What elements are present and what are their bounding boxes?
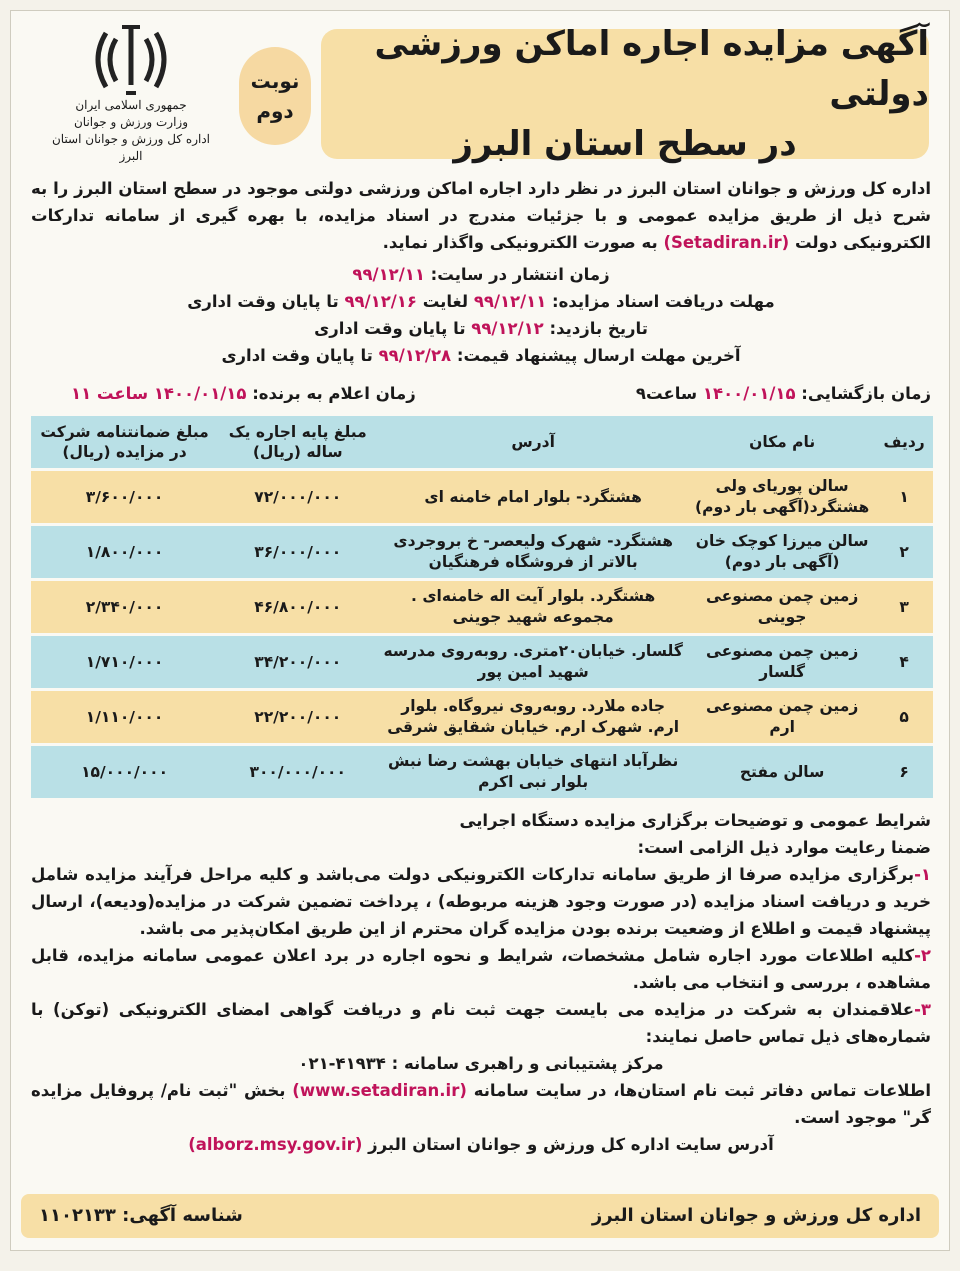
condition-number: ۱- [914, 865, 931, 884]
site-line [31, 1131, 931, 1158]
docs-from-date: ۹۹/۱۲/۱۱ [473, 292, 547, 311]
publish-date: ۹۹/۱۲/۱۱ [352, 265, 425, 284]
col-header-base-price: مبلغ پایه اجاره یک ساله (ریال) [218, 416, 377, 468]
setadiran-link[interactable]: (Setadiran.ir) [663, 233, 790, 252]
condition-number: ۲- [914, 946, 931, 965]
schedule-block [31, 261, 931, 369]
badge-line: دوم [256, 99, 294, 123]
conditions-section [31, 807, 931, 1158]
opening-date: ۱۴۰۰/۰۱/۱۵ [702, 384, 796, 403]
cell-address: هشتگرد- شهرک ولیعصر- خ بروجردی بالاتر از فروشگاه فرهنگیان [377, 526, 689, 578]
site-text: آدرس سایت اداره کل ورزش و جوانان استان البرز [368, 1135, 774, 1154]
cell-name: زمین چمن مصنوعی جوینی [689, 581, 875, 633]
notice-round-badge [239, 47, 311, 145]
visit-date-line [31, 315, 931, 342]
col-header-index: ردیف [875, 416, 933, 468]
opening-row [31, 384, 931, 412]
cell-guarantee: ۱/۷۱۰/۰۰۰ [31, 636, 218, 688]
title-box [321, 24, 929, 164]
footer-org: اداره کل ورزش و جوانان استان البرز [591, 1205, 921, 1226]
notice-footer [21, 1194, 939, 1238]
cell-guarantee: ۱/۱۱۰/۰۰۰ [31, 691, 218, 743]
winner-date: ۱۴۰۰/۰۱/۱۵ [153, 384, 247, 403]
cell-index: ۶ [875, 746, 933, 798]
condition-text: علاقمندان به شرکت در مزایده می بایست جهت ثبت نام و دریافت گواهی امضای الکترونیکی (توکن) با شماره‌های ذیل تماس حاصل نمایند: [31, 1000, 931, 1046]
opening-hour: ساعت۹ [635, 384, 698, 403]
cell-base-price: ۳۰۰/۰۰۰/۰۰۰ [218, 746, 377, 798]
intro-text: اداره کل ورزش و جوانان استان البرز در نظر دارد اجاره اماکن ورزشی دولتی موجود در سطح استان البرز را به شرح ذیل از طریق مزایده عمومی و با جزئیات مندرج در اسناد مزایده، با بهره گیری از سامانه تدارکات الکترونیکی دولت [31, 179, 931, 252]
registry-line [31, 1077, 931, 1131]
badge-line: نوبت [250, 69, 300, 93]
cell-base-price: ۲۲/۲۰۰/۰۰۰ [218, 691, 377, 743]
ministry-emblem-block [41, 19, 221, 169]
notice-page [10, 10, 950, 1251]
cell-base-price: ۳۶/۰۰۰/۰۰۰ [218, 526, 377, 578]
cell-address: هشتگرد- بلوار امام خامنه ای [377, 471, 689, 523]
msy-site-link[interactable]: (alborz.msy.gov.ir) [188, 1135, 363, 1154]
venues-table [31, 413, 933, 801]
conditions-heading: شرایط عمومی و توضیحات برگزاری مزایده دستگاه اجرایی [459, 811, 931, 830]
visit-date: ۹۹/۱۲/۱۲ [471, 319, 544, 338]
publish-label: زمان انتشار در سایت: [430, 265, 610, 284]
col-header-address: آدرس [377, 416, 689, 468]
condition-item [31, 861, 931, 942]
registry-text-end: بخش "ثبت نام/ پروفایل مزایده گر" موجود است. [31, 1081, 931, 1127]
cell-index: ۳ [875, 581, 933, 633]
table-row [31, 636, 933, 688]
docs-to-word: لغایت [422, 292, 469, 311]
table-row [31, 526, 933, 578]
col-header-guarantee: مبلغ ضمانتنامه شرکت در مزایده (ریال) [31, 416, 218, 468]
setadiran-www-link[interactable]: (www.setadiran.ir) [292, 1081, 467, 1100]
cell-address: نظرآباد انتهای خیابان بهشت رضا نبش بلوار نبی اکرم [377, 746, 689, 798]
cell-index: ۵ [875, 691, 933, 743]
cell-base-price: ۴۶/۸۰۰/۰۰۰ [218, 581, 377, 633]
emblem-line: وزارت ورزش و جوانان [73, 115, 189, 129]
cell-address: هشتگرد. بلوار آیت اله خامنه‌ای . مجموعه شهید جوینی [377, 581, 689, 633]
winner-hour: ساعت ۱۱ [71, 384, 149, 403]
docs-deadline-line [31, 288, 931, 315]
emblem-line: اداره کل ورزش و جوانان استان البرز [51, 132, 211, 163]
table-row [31, 471, 933, 523]
table-row [31, 691, 933, 743]
cell-address: جاده ملارد. روبه‌روی نیروگاه. بلوار ارم. شهرک ارم. خیابان شقایق شرقی [377, 691, 689, 743]
winner-label: زمان اعلام به برنده: [252, 384, 416, 403]
condition-text: برگزاری مزایده صرفا از طریق سامانه تدارکات الکترونیکی دولت می‌باشد و کلیه مراحل فرآیند مزایده شامل خرید و دریافت اسناد مزایده (در صورت وجود هزینه مربوطه) ، پرداخت تضمین شرکت در مزایده(ودیعه)، ارسال پیشنهاد قیمت و اطلاع از وضعیت برنده بودن مزایده گران محترم از این طریق امکان‌پذیر می باشد. [31, 865, 931, 938]
offer-deadline-line [31, 342, 931, 369]
offer-suffix: تا پایان وقت اداری [221, 346, 373, 365]
cell-guarantee: ۲/۳۴۰/۰۰۰ [31, 581, 218, 633]
page-title: آگهی مزایده اجاره اماکن ورزشی دولتی [374, 24, 929, 114]
condition-item [31, 942, 931, 996]
visit-suffix: تا پایان وقت اداری [314, 319, 466, 338]
iran-emblem-icon [86, 23, 176, 97]
opening-time [636, 384, 931, 403]
offer-label: آخرین مهلت ارسال پیشنهاد قیمت: [456, 346, 741, 365]
notice-id: شناسه آگهی: ۱۱۰۲۱۳۳ [39, 1205, 243, 1226]
cell-guarantee: ۳/۶۰۰/۰۰۰ [31, 471, 218, 523]
cell-address: گلسار. خیابان۲۰متری. روبه‌روی مدرسه شهید امین پور [377, 636, 689, 688]
notice-header [21, 19, 939, 169]
offer-date: ۹۹/۱۲/۲۸ [378, 346, 452, 365]
docs-to-date: ۹۹/۱۲/۱۶ [344, 292, 417, 311]
condition-text: کلیه اطلاعات مورد اجاره شامل مشخصات، شرایط و نحوه اجاره در برد اعلان عمومی سامانه مزایده، قابل مشاهده ، بررسی و انتخاب می باشد. [31, 946, 931, 992]
cell-name: سالن مفتح [689, 746, 875, 798]
winner-announcement [71, 384, 416, 403]
col-header-name: نام مکان [689, 416, 875, 468]
support-line: مرکز پشتیبانی و راهبری سامانه : ۴۱۹۳۴-۰۲۱ [298, 1054, 664, 1073]
docs-label: مهلت دریافت اسناد مزایده: [552, 292, 775, 311]
docs-suffix: تا پایان وقت اداری [187, 292, 339, 311]
condition-item [31, 996, 931, 1050]
table-header-row [31, 416, 933, 468]
cell-name: سالن میرزا کوچک خان (آگهی بار دوم) [689, 526, 875, 578]
cell-index: ۱ [875, 471, 933, 523]
cell-name: زمین چمن مصنوعی گلسار [689, 636, 875, 688]
conditions-subheading: ضمنا رعایت موارد ذیل الزامی است: [637, 838, 931, 857]
table-row [31, 746, 933, 798]
opening-label: زمان بازگشایی: [801, 384, 931, 403]
intro-text-end: به صورت الکترونیکی واگذار نماید. [382, 233, 658, 252]
cell-base-price: ۳۴/۲۰۰/۰۰۰ [218, 636, 377, 688]
intro-paragraph [31, 175, 931, 256]
cell-index: ۴ [875, 636, 933, 688]
page-subtitle: در سطح استان البرز [453, 124, 797, 164]
cell-name: سالن پوریای ولی هشتگرد(آگهی بار دوم) [689, 471, 875, 523]
cell-base-price: ۷۲/۰۰۰/۰۰۰ [218, 471, 377, 523]
cell-guarantee: ۱۵/۰۰۰/۰۰۰ [31, 746, 218, 798]
registry-text: اطلاعات تماس دفاتر ثبت نام استان‌ها، در سایت سامانه [473, 1081, 931, 1100]
condition-number: ۳- [914, 1000, 931, 1019]
emblem-line: جمهوری اسلامی ایران [75, 98, 187, 112]
table-row [31, 581, 933, 633]
cell-name: زمین چمن مصنوعی ارم [689, 691, 875, 743]
cell-index: ۲ [875, 526, 933, 578]
cell-guarantee: ۱/۸۰۰/۰۰۰ [31, 526, 218, 578]
visit-label: تاریخ بازدید: [549, 319, 648, 338]
publish-date-line [31, 261, 931, 288]
